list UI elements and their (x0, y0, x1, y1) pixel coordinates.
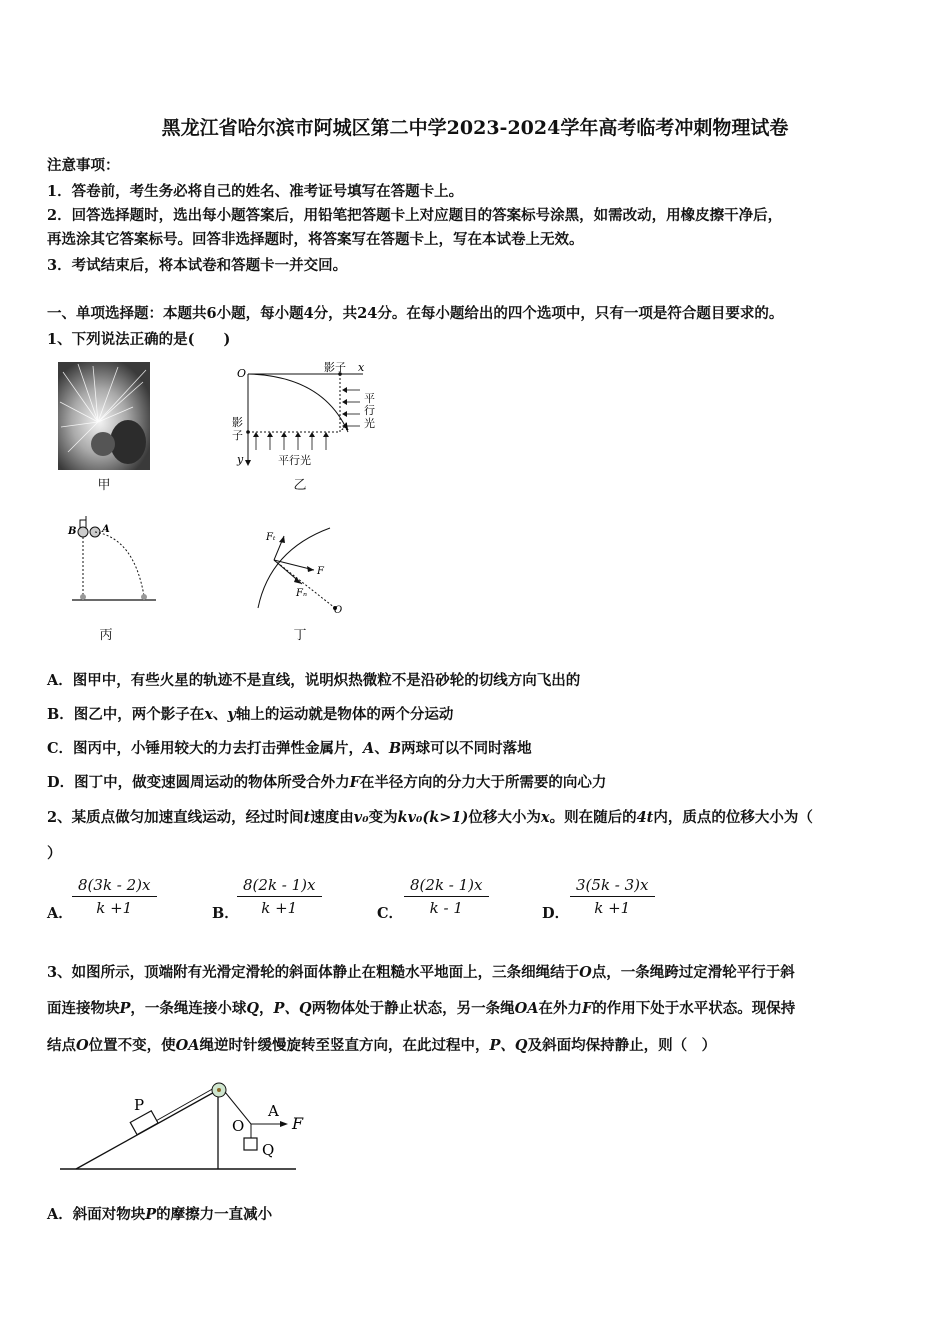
q2-option-a-fraction (72, 876, 157, 917)
yi-label-x: x (358, 361, 365, 374)
q1-option-c[interactable] (47, 737, 532, 758)
q1-option-b[interactable] (47, 703, 453, 724)
ding-label-ft: Fₜ (266, 532, 276, 543)
q2-option-d-num: 3(5k - 3)x (570, 876, 655, 897)
q1-option-d-f: F (349, 774, 360, 791)
q2-stem-3: 变为 (368, 809, 398, 826)
q3-f1: F (581, 1000, 593, 1017)
bing-label-b: B (68, 526, 77, 537)
q3-pq2: P、Q (489, 1037, 528, 1054)
q3-line2-3: ， (259, 1000, 274, 1017)
q1-option-c-mid: 、 (374, 740, 389, 757)
q3-fig-label-q: Q (262, 1141, 275, 1159)
q2-option-a-num: 8(3k - 2)x (72, 876, 157, 897)
q3-fig-label-a: A (268, 1102, 279, 1120)
q3-line-2 (47, 997, 795, 1018)
q2-option-c-den: k - 1 (429, 899, 463, 917)
q3-option-a-text-2: 的摩擦力一直减小 (156, 1206, 273, 1223)
q1-option-a[interactable] (47, 669, 580, 690)
q3-fig-label-o: O (232, 1117, 245, 1135)
q1-option-b-text-1: 图乙中，两个影子在 (73, 706, 205, 723)
ding-label-o: O (334, 605, 343, 616)
q3-line1-2: 点，一条绳跨过定滑轮平行于斜 (591, 964, 795, 981)
page-title: 黑龙江省哈尔滨市阿城区第二中学2023-2024学年高考临考冲刺物理试卷 (161, 117, 789, 139)
q2-stem-1: 2、某质点做匀加速直线运动，经过时间 (47, 809, 304, 826)
q3-line-3 (47, 1034, 716, 1055)
q2-option-d-den: k +1 (594, 899, 631, 917)
q1-option-a-text: 图甲中，有些火星的轨迹不是直线，说明炽热微粒不是沿砂轮的切线方向飞出的 (72, 672, 581, 689)
yi-label-xing: 行 (364, 404, 375, 417)
q2-option-b-fraction (237, 876, 322, 917)
q3-line3-3: 绳逆时针缓慢旋转至竖直方向，在此过程中， (199, 1037, 490, 1054)
q3-line3-2: 位置不变，使 (88, 1037, 176, 1054)
notice-item-2: 2．回答选择题时，选出每小题答案后，用铅笔把答题卡上对应题目的答案标号涂黑，如需改动，用橡皮擦干净后， (47, 207, 783, 224)
notice-item-1: 1．答卷前，考生务必将自己的姓名、准考证号填写在答题卡上。 (47, 183, 464, 200)
section-heading: 一、单项选择题：本题共6小题，每小题4分，共24分。在每小题给出的四个选项中，只有一项是符合题目要求的。 (47, 305, 784, 322)
q3-line-1 (47, 961, 795, 982)
q3-line2-4: 两物体处于静止状态，另一条绳 (311, 1000, 515, 1017)
q3-option-a-p: P (145, 1206, 157, 1223)
bing-label-a: A (102, 524, 110, 535)
yi-label-ping: 平 (364, 392, 375, 405)
q2-kv0: kv₀(k>1) (397, 809, 469, 826)
q3-o1: O (579, 964, 592, 981)
q3-line3-1: 结点 (47, 1037, 76, 1054)
q3-option-a-text-1: 斜面对物块 (72, 1206, 146, 1223)
q1-option-b-mid: 、 (212, 706, 228, 723)
q2-stem-end: ） (47, 845, 62, 862)
q1-option-d[interactable] (47, 771, 606, 792)
q2-option-c-num: 8(2k - 1)x (404, 876, 489, 897)
q1-option-d-text-2: 在半径方向的分力大于所需要的向心力 (359, 774, 607, 791)
figure-jia-photo (58, 362, 150, 470)
q2-stem-5: 。则在随后的 (549, 809, 637, 826)
yi-label-shadow-left-2: 子 (232, 429, 243, 442)
q2-t: t (303, 809, 311, 826)
q1-stem: 1、下列说法正确的是( ) (47, 331, 231, 348)
q1-option-c-a: A (363, 740, 375, 757)
q1-option-b-text-2: 轴上的运动就是物体的两个分运动 (235, 706, 454, 723)
q3-line2-1: 面连接物块 (47, 1000, 120, 1017)
q2-stem-2: 速度由 (310, 809, 354, 826)
q2-option-d-label[interactable]: D． (542, 905, 570, 922)
q1-option-b-y: y (227, 706, 236, 723)
q2-option-b-label[interactable]: B． (212, 905, 239, 922)
notice-item-2-cont: 再选涂其它答案标号。回答非选择题时，将答案写在答题卡上，写在本试卷上无效。 (47, 231, 584, 248)
q2-v0: v₀ (353, 809, 369, 826)
q1-option-c-label: C． (47, 740, 74, 757)
figure-bing (64, 508, 164, 608)
q2-stem (47, 806, 813, 827)
q3-p1: P (119, 1000, 131, 1017)
q1-option-b-x: x (204, 706, 213, 723)
q2-stem-4: 位移大小为 (468, 809, 541, 826)
figure-yi (228, 360, 378, 470)
caption-yi: 乙 (293, 478, 307, 493)
notice-item-3: 3．考试结束后，将本试卷和答题卡一并交回。 (47, 257, 348, 274)
q2-stem-6: 内，质点的位移大小为（ (653, 809, 813, 826)
yi-label-guang: 光 (364, 417, 375, 430)
caption-jia: 甲 (97, 478, 111, 493)
q3-o2: O (76, 1037, 89, 1054)
caption-ding: 丁 (293, 628, 307, 643)
yi-label-shadow-top: 影子 (324, 361, 346, 374)
q2-option-b-num: 8(2k - 1)x (237, 876, 322, 897)
q3-line1-1: 3、如图所示，顶端附有光滑定滑轮的斜面体静止在粗糙水平地面上，三条细绳结于 (47, 964, 580, 981)
q3-option-a-label: A． (47, 1206, 73, 1223)
q3-fig-label-p: P (134, 1096, 145, 1114)
q1-option-d-label: D． (47, 774, 75, 791)
q2-x: x (540, 809, 550, 826)
q2-option-c-fraction (404, 876, 489, 917)
q3-line2-5: 在外力 (538, 1000, 582, 1017)
q2-option-b-den: k +1 (261, 899, 298, 917)
q3-pq: P、Q (273, 1000, 312, 1017)
q1-option-a-label: A． (47, 672, 73, 689)
q1-option-d-text-1: 图丁中，做变速圆周运动的物体所受合外力 (74, 774, 350, 791)
q3-oa2: OA (175, 1037, 200, 1054)
q1-option-c-text-1: 图丙中，小锤用较大的力去打击弹性金属片， (73, 740, 364, 757)
yi-label-y: y (237, 453, 244, 466)
q3-fig-label-f: F (292, 1114, 304, 1133)
q3-line2-6: 的作用下处于水平状态。现保持 (592, 1000, 796, 1017)
yi-label-bottom: 平行光 (278, 454, 311, 467)
notice-heading: 注意事项： (47, 157, 120, 174)
q1-option-c-b: B (388, 740, 402, 757)
q1-option-b-label: B． (47, 706, 74, 723)
q2-option-a-label[interactable]: A． (47, 905, 73, 922)
q2-option-c-label[interactable]: C． (377, 905, 404, 922)
q2-option-d-fraction (570, 876, 655, 917)
yi-label-a: A (342, 422, 350, 433)
q3-line2-2: ，一条绳连接小球 (130, 1000, 247, 1017)
q2-option-a-den: k +1 (96, 899, 133, 917)
q2-4t: 4t (636, 809, 654, 826)
q3-q1: Q (246, 1000, 260, 1017)
q3-oa1: OA (514, 1000, 539, 1017)
q3-figure-incline (56, 1072, 326, 1178)
caption-bing: 丙 (99, 628, 113, 643)
yi-label-shadow-left-1: 影 (232, 416, 243, 429)
ding-label-f: F (317, 566, 324, 577)
q3-line3-4: 及斜面均保持静止，则（ ） (527, 1037, 717, 1054)
ding-label-fn: Fₙ (296, 588, 307, 599)
q3-option-a[interactable] (47, 1203, 272, 1224)
q1-option-c-text-2: 两球可以不同时落地 (401, 740, 532, 757)
yi-label-o: O (237, 367, 247, 380)
figure-ding (240, 520, 350, 620)
